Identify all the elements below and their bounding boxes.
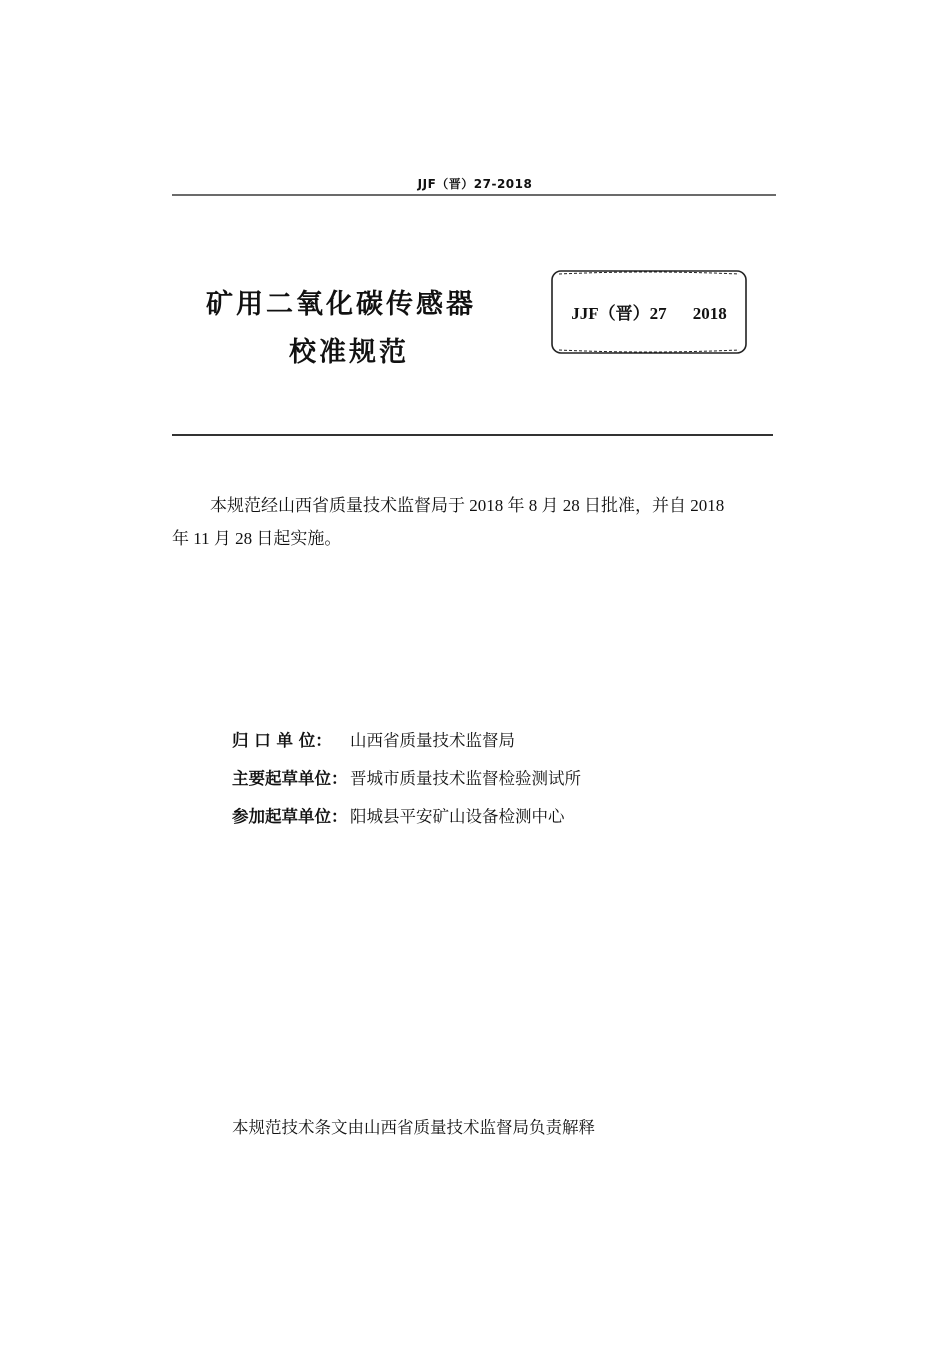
document-code-header: JJF（晋）27-2018 [417,177,533,191]
org-value: 阳城县平安矿山设备检测中心 [350,807,565,826]
interpretation-note: 本规范技术条文由山西省质量技术监督局负责解释 [232,1118,595,1137]
badge-year: 2018 [692,304,727,323]
standard-code-badge [549,268,749,356]
org-label: 归 口 单 位： [232,731,332,750]
org-row-responsible-unit [232,727,515,751]
org-label: 参加起草单位： [232,807,348,826]
org-row-main-drafting-unit [232,765,581,789]
badge-label [549,299,749,324]
approval-paragraph [172,489,778,555]
approval-line-2: 年 11 月 28 日起实施。 [172,529,342,548]
org-value: 晋城市质量技术监督检验测试所 [350,769,581,788]
org-row-participating-drafting-unit [232,803,565,827]
title-divider [172,434,773,436]
org-label: 主要起草单位： [232,769,348,788]
document-title-line-1: 矿用二氧化碳传感器 [206,289,476,320]
org-value: 山西省质量技术监督局 [350,731,515,750]
approval-line-1: 本规范经山西省质量技术监督局于 2018 年 8 月 28 日批准，并自 2018 [210,496,725,515]
header-divider [172,194,776,196]
document-title-line-2: 校准规范 [289,337,409,368]
badge-code: JJF（晋）27 [571,304,667,323]
